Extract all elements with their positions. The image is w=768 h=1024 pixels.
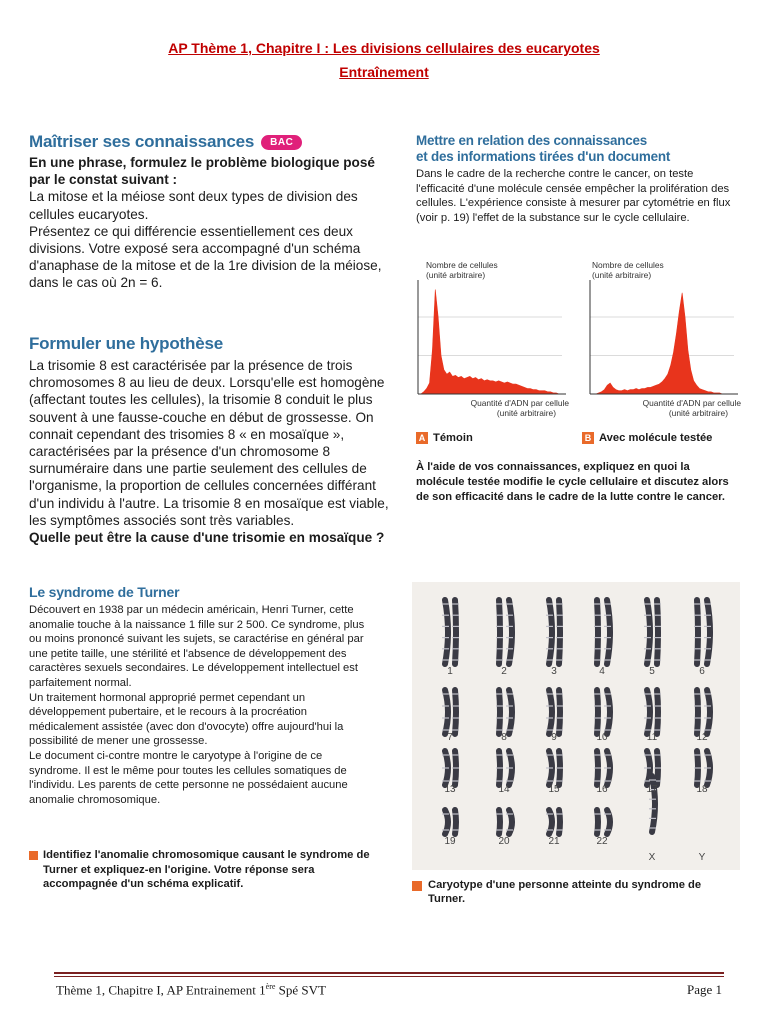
section-title-line: et des informations tirées d'un document bbox=[416, 149, 671, 164]
chromosome bbox=[694, 600, 701, 664]
chromosome bbox=[506, 810, 513, 834]
paragraph: Un traitement hormonal approprié permet cependant un développement pubertaire, et le recours à la procréation médicalement assistée (avec don d'ovocyte) offre aujourd'hui la possibilité de mener une grossesse. bbox=[29, 691, 344, 748]
chromosome bbox=[556, 600, 563, 664]
chromosome-label: 6 bbox=[699, 666, 705, 677]
chromosome-set bbox=[442, 600, 711, 834]
chromosome-label: 22 bbox=[596, 836, 608, 847]
chromosome-label: Y bbox=[698, 852, 706, 863]
chromosome bbox=[604, 751, 611, 785]
chromosome-label: 7 bbox=[447, 732, 453, 743]
footer-text: Thème 1, Chapitre I, AP Entrainement 1 bbox=[56, 982, 266, 998]
chromosome bbox=[496, 600, 503, 664]
relation-question: À l'aide de vos connaissances, expliquez en quoi la molécule testée modifie le cycle cellulaire et discutez alors de son efficacité dans le cadre de la lutte contre le cancer. bbox=[416, 461, 729, 503]
section-title-line: Mettre en relation des connaissances bbox=[416, 133, 647, 148]
chromosome bbox=[506, 690, 513, 734]
chromosome bbox=[442, 600, 449, 664]
chromosome bbox=[452, 690, 459, 734]
section-body bbox=[29, 357, 395, 546]
chromosome bbox=[442, 690, 449, 734]
chromosome-label: 4 bbox=[599, 666, 605, 677]
task-text: Identifiez l'anomalie chromosomique causant le syndrome de Turner et expliquez-en l'origine. Votre réponse sera accompagnée d'un schéma explicatif. bbox=[43, 849, 370, 891]
caption-text: Caryotype d'une personne atteinte du syndrome de Turner. bbox=[428, 879, 702, 905]
chromosome bbox=[506, 600, 513, 664]
section-title bbox=[416, 133, 742, 165]
karyotype-caption bbox=[412, 878, 732, 906]
chromosome bbox=[654, 600, 661, 664]
gridlines bbox=[590, 317, 734, 356]
legend-temoin bbox=[416, 432, 473, 444]
legend-tag: A bbox=[416, 432, 428, 444]
chromosome-label: 21 bbox=[548, 836, 560, 847]
chromosome bbox=[442, 810, 449, 834]
chromosome bbox=[644, 600, 651, 664]
chart-molecule bbox=[576, 256, 746, 426]
chromosome bbox=[644, 690, 651, 734]
chromosome bbox=[704, 600, 711, 664]
chromosome bbox=[594, 751, 601, 785]
y-axis-label: Nombre de cellules bbox=[426, 260, 498, 270]
x-axis-label: Quantité d'ADN par cellule bbox=[642, 398, 741, 408]
chromosome bbox=[594, 600, 601, 664]
page-subtitle: Entraînement bbox=[339, 64, 429, 80]
section-body: Dans le cadre de la recherche contre le cancer, on teste l'efficacité d'une molécule censée empêcher la prolifération des cellules. L'expérience consiste à mesurer par cytométrie en flux (voir p. 19) l'effet de la substance sur le cycle cellulaire. bbox=[416, 168, 731, 224]
chromosome-label: 18 bbox=[696, 784, 708, 795]
chromosome-label: 2 bbox=[501, 666, 507, 677]
chromosome bbox=[546, 810, 553, 834]
chromosome-label: 11 bbox=[646, 732, 658, 743]
paragraph: La trisomie 8 est caractérisée par la présence de trois chromosomes 8 au lieu de deux. Lorsqu'elle est homogène (affectant toutes les cellules), la trisomie 8 conduit le plus souvent à une fausse-couche en début de grossesse. On connait cependant des trisomies 8 « en mosaïque », caractérisées par la présence d'un chromosome 8 surnuméraire dans une partie seulement des cellules de l'organisme, la proportion de cellules concernées différant d'un individu à l'autre. La trisomie 8 en mosaïque est viable, les symptômes associés sont très variables. bbox=[29, 358, 389, 528]
chart-temoin bbox=[404, 256, 574, 426]
paragraph: Présentez ce qui différencie essentiellement ces deux divisions. Votre exposé sera accompagné d'un schéma d'anaphase de la mitose et de la 1re division de la méiose, dans le cas où 2n = 6. bbox=[29, 223, 382, 291]
section-title: Le syndrome de Turner bbox=[29, 584, 180, 600]
chromosome bbox=[496, 690, 503, 734]
chromosome-label: 1 bbox=[447, 666, 453, 677]
section-body bbox=[29, 154, 395, 292]
chromosome-label: 9 bbox=[551, 732, 557, 743]
question: Quelle peut être la cause d'une trisomie en mosaïque ? bbox=[29, 530, 385, 546]
x-axis-label: (unité arbitraire) bbox=[668, 408, 728, 418]
footer-sup: ère bbox=[265, 982, 276, 991]
chromosome-label: 15 bbox=[548, 784, 560, 795]
chromosome-label: 20 bbox=[498, 836, 510, 847]
section-turner bbox=[29, 584, 377, 807]
chromosome-label: 19 bbox=[444, 836, 456, 847]
section-maitriser bbox=[29, 132, 395, 292]
chromosome bbox=[556, 751, 563, 785]
chart-area bbox=[418, 290, 562, 395]
footer-rule bbox=[54, 976, 724, 977]
chromosome-label: 16 bbox=[596, 784, 608, 795]
chromosome bbox=[506, 751, 513, 785]
footer-text-tail: Spé SVT bbox=[275, 982, 326, 998]
chromosome bbox=[704, 690, 711, 734]
chromosome-label: 8 bbox=[501, 732, 507, 743]
legend-label: Avec molécule testée bbox=[599, 432, 713, 444]
chromosome bbox=[604, 600, 611, 664]
chromosome bbox=[442, 751, 449, 785]
chromosome bbox=[556, 690, 563, 734]
page-title: AP Thème 1, Chapitre I : Les divisions cellulaires des eucaryotes bbox=[168, 40, 600, 56]
paragraph: Découvert en 1938 par un médecin américain, Henri Turner, cette anomalie touche à la naissance 1 fille sur 2 500. Ce syndrome, plus ou moins prononcé suivant les sujets, se caractérise en général par une petite taille, une stérilité et l'absence de développement des caractères sexuels secondaires. Le développement intellectuel est parfaitement normal. bbox=[29, 604, 365, 689]
lead-instruction: En une phrase, formulez le problème biologique posé par le constat suivant : bbox=[29, 155, 375, 188]
chromosome-labels bbox=[444, 666, 708, 863]
chromosome bbox=[546, 600, 553, 664]
section-title-text: Maîtriser ses connaissances bbox=[29, 132, 255, 151]
y-axis-label: (unité arbitraire) bbox=[426, 270, 486, 280]
chromosome bbox=[694, 690, 701, 734]
chart-area bbox=[590, 293, 734, 394]
chromosome bbox=[604, 810, 611, 834]
y-axis-label: (unité arbitraire) bbox=[592, 270, 652, 280]
chromosome-label: X bbox=[648, 852, 656, 863]
task-bullet-icon bbox=[29, 851, 38, 860]
chromosome-label: 14 bbox=[498, 784, 510, 795]
footer-left bbox=[56, 982, 326, 998]
chromosome bbox=[452, 810, 459, 834]
chromosome bbox=[654, 690, 661, 734]
section-relation bbox=[416, 133, 742, 225]
chromosome bbox=[546, 690, 553, 734]
bac-badge: BAC bbox=[261, 135, 302, 150]
chromosome-label: 5 bbox=[649, 666, 655, 677]
section-hypothese bbox=[29, 334, 395, 546]
paragraph: Le document ci-contre montre le caryotype à l'origine de ce syndrome. Il est le même pour toutes les cellules somatiques de l'individu. Les parents de cette personne ne possédaient aucune anomalie chromosomique. bbox=[29, 749, 348, 806]
turner-task bbox=[29, 848, 381, 892]
legend-label: Témoin bbox=[433, 432, 473, 444]
legend-tag: B bbox=[582, 432, 594, 444]
legend-molecule bbox=[582, 432, 712, 444]
section-title bbox=[29, 132, 395, 152]
chromosome bbox=[556, 810, 563, 834]
page-number: Page 1 bbox=[686, 982, 722, 997]
page-header bbox=[0, 36, 768, 84]
chromosome-label: 12 bbox=[696, 732, 708, 743]
section-body bbox=[29, 603, 377, 807]
x-axis-label: (unité arbitraire) bbox=[496, 408, 556, 418]
footer-rule bbox=[54, 972, 724, 974]
section-title: Formuler une hypothèse bbox=[29, 334, 223, 353]
chromosome bbox=[452, 600, 459, 664]
chromosome-label: 13 bbox=[444, 784, 456, 795]
caption-bullet-icon bbox=[412, 881, 422, 891]
chromosome bbox=[594, 810, 601, 834]
chromosome-label: 3 bbox=[551, 666, 557, 677]
chromosome bbox=[496, 810, 503, 834]
chromosome bbox=[594, 690, 601, 734]
chromosome bbox=[604, 690, 611, 734]
x-axis-label: Quantité d'ADN par cellule bbox=[470, 398, 569, 408]
chromosome bbox=[452, 751, 459, 785]
chromosome bbox=[546, 751, 553, 785]
chromosome bbox=[704, 751, 711, 785]
chromosome bbox=[496, 751, 503, 785]
chromosome bbox=[694, 751, 701, 785]
karyotype-image bbox=[412, 582, 740, 870]
chromosome-label: 17 bbox=[646, 784, 658, 795]
paragraph: La mitose et la méiose sont deux types de division des cellules eucaryotes. bbox=[29, 189, 358, 222]
y-axis-label: Nombre de cellules bbox=[592, 260, 664, 270]
chromosome-label: 10 bbox=[596, 732, 608, 743]
